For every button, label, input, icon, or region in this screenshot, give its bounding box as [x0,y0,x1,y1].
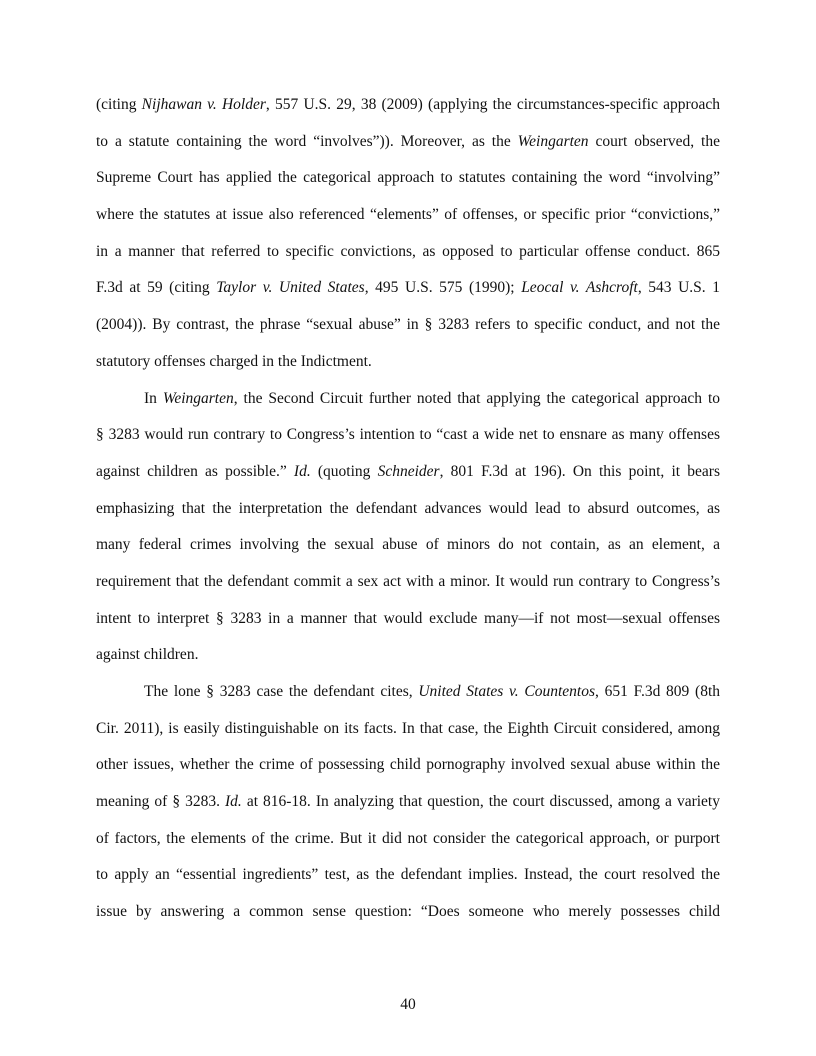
text-segment: (quoting [310,462,378,480]
text-line [96,637,720,674]
text-segment: , 801 F.3d at 196). On this point, it bears [439,462,720,480]
text-segment: , 543 U.S. 1 [637,279,720,297]
paragraph [96,674,720,931]
text-segment: In [144,389,163,407]
italic-text: United States v. Countentos [418,683,595,700]
paragraph [96,87,720,381]
text-segment: against children. [96,646,199,664]
text-segment: § 3283 would run contrary to Congress’s intention to “cast a wide net to ensnare as many offenses [96,426,720,444]
text-line [96,527,720,564]
text-segment: intent to interpret § 3283 in a manner that would exclude many—if not most—sexual offenses [96,609,720,627]
text-segment: other issues, whether the crime of possessing child pornography involved sexual abuse within the [96,756,720,774]
text-segment: statutory offenses charged in the Indictment. [96,352,372,370]
text-segment: (citing [96,96,142,113]
text-segment: , 557 U.S. 29, 38 (2009) (applying the circumstances-specific approach [265,96,720,113]
text-line [96,197,720,234]
text-segment: requirement that the defendant commit a sex act with a minor. It would run contrary to Congress’s [96,572,720,590]
text-line [96,784,720,821]
text-segment: , 651 F.3d 809 (8th [594,683,720,700]
text-line [96,747,720,784]
text-line [96,381,720,418]
text-segment: to apply an “essential ingredients” test, as the defendant implies. Instead, the court resolved the [96,866,720,884]
text-segment: Supreme Court has applied the categorical approach to statutes containing the word “involving” [96,169,720,187]
text-line [96,857,720,894]
text-segment: (2004)). By contrast, the phrase “sexual abuse” in § 3283 refers to specific conduct, and not the [96,316,720,334]
text-line [96,491,720,528]
text-line [96,124,720,161]
text-line [96,601,720,638]
text-segment: issue by answering a common sense question: “Does someone who merely possesses child [96,903,720,921]
text-segment: to a statute containing the word “involves”)). Moreover, as the [96,132,518,150]
text-segment: in a manner that referred to specific convictions, as opposed to particular offense conduct. 865 [96,242,720,260]
text-line [96,564,720,601]
italic-text: Weingarten [517,132,589,150]
text-line [96,454,720,491]
text-line [96,417,720,454]
text-line [96,894,720,931]
italic-text: Id. [225,793,242,811]
text-segment: meaning of § 3283. [96,793,225,811]
text-segment: , 495 U.S. 575 (1990); [364,279,522,297]
text-segment: emphasizing that the interpretation the defendant advances would lead to absurd outcomes, as [96,499,720,517]
text-line [96,270,720,307]
text-line [96,87,720,124]
text-line [96,234,720,271]
text-line [96,160,720,197]
italic-text: Leocal v. Ashcroft [521,279,638,297]
italic-text: Schneider [377,462,440,480]
text-line [96,674,720,711]
page-number: 40 [400,996,416,1013]
paragraph [96,381,720,675]
text-segment: of factors, the elements of the crime. But it did not consider the categorical approach, or purport [96,829,720,847]
text-line [96,307,720,344]
text-segment: Cir. 2011), is easily distinguishable on its facts. In that case, the Eighth Circuit considered, among [96,719,720,737]
italic-text: Weingarten [162,389,234,407]
text-segment: where the statutes at issue also referenced “elements” of offenses, or specific prior “convictions,” [96,206,720,224]
text-segment: , the Second Circuit further noted that applying the categorical approach to [233,389,720,407]
text-segment: The lone § 3283 case the defendant cites, [144,683,419,700]
text-segment: at 816-18. In analyzing that question, the court discussed, among a variety [241,793,720,811]
text-segment: against children as possible.” [96,462,294,480]
text-segment: many federal crimes involving the sexual abuse of minors do not contain, as an element, a [96,536,720,554]
italic-text: Nijhawan v. Holder [141,96,266,113]
text-line [96,821,720,858]
document-body [96,87,720,931]
text-line [96,711,720,748]
italic-text: Taylor v. United States [216,279,365,297]
text-segment: court observed, the [588,132,720,150]
italic-text: Id. [293,462,311,480]
text-line [96,344,720,381]
text-segment: F.3d at 59 (citing [96,279,217,297]
